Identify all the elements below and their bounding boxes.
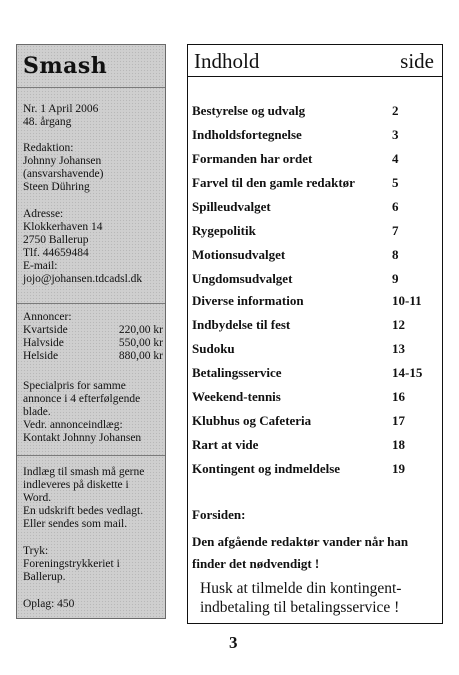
cover-caption-line: Den afgående redaktør vander når han xyxy=(192,534,409,549)
toc-entry-title: Sudoku xyxy=(192,341,235,356)
toc-entry xyxy=(192,461,432,481)
price-label: Kvartside xyxy=(23,324,68,336)
toc-entry xyxy=(192,175,432,195)
price-label: Halvside xyxy=(23,337,64,349)
oplag: Oplag: 450 xyxy=(23,598,75,610)
issue-number: Nr. 1 April 2006 xyxy=(23,103,99,115)
toc-entry-title: Indbydelse til fest xyxy=(192,317,291,332)
table-of-contents xyxy=(187,44,443,624)
tryk-heading: Tryk: xyxy=(23,545,49,557)
toc-entry-page: 3 xyxy=(392,127,399,142)
specialpris-block xyxy=(23,380,163,445)
toc-entry-page: 12 xyxy=(392,317,405,332)
price-row xyxy=(23,350,163,363)
payment-reminder xyxy=(200,579,438,617)
cover-caption-label: Forsiden: xyxy=(192,507,246,522)
toc-entry xyxy=(192,151,432,171)
indlaeg-line: Word. xyxy=(23,492,52,504)
divider xyxy=(17,87,165,88)
toc-entry xyxy=(192,341,432,361)
price-row xyxy=(23,324,163,337)
price-value: 880,00 kr xyxy=(118,350,163,362)
redaktion-line: Johnny Johansen xyxy=(23,155,102,167)
specialpris-line: Vedr. annonceindlæg: xyxy=(23,419,123,431)
toc-entry-title: Klubhus og Cafeteria xyxy=(192,413,312,428)
reminder-line: Husk at tilmelde din kontingent- xyxy=(200,580,402,597)
toc-entry xyxy=(192,365,432,385)
redaktion-line: Steen Dühring xyxy=(23,181,90,193)
toc-entry-page: 2 xyxy=(392,103,399,118)
redaktion-heading: Redaktion: xyxy=(23,142,74,154)
toc-entry-page: 13 xyxy=(392,341,405,356)
specialpris-line: Kontakt Johnny Johansen xyxy=(23,432,142,444)
toc-entry xyxy=(192,223,432,243)
adresse-line: Klokkerhaven 14 xyxy=(23,221,103,233)
toc-page-heading: side xyxy=(400,49,434,73)
toc-entry-page: 16 xyxy=(392,389,405,404)
price-value: 220,00 kr xyxy=(118,324,163,336)
specialpris-line: Specialpris for samme xyxy=(23,380,126,392)
toc-entry xyxy=(192,293,432,313)
toc-entry xyxy=(192,199,432,219)
toc-entry-title: Kontingent og indmeldelse xyxy=(192,461,341,476)
adresse-line: 2750 Ballerup xyxy=(23,234,89,246)
toc-entry-title: Spilleudvalget xyxy=(192,199,271,214)
toc-entry xyxy=(192,271,432,291)
toc-heading: Indhold xyxy=(194,49,260,73)
adresse-heading: Adresse: xyxy=(23,208,64,220)
toc-entry xyxy=(192,437,432,457)
cover-caption xyxy=(192,531,437,575)
toc-entry-title: Motionsudvalget xyxy=(192,247,286,262)
colophon-sidebar xyxy=(16,44,166,619)
annoncer-block xyxy=(23,311,163,363)
toc-entry-page: 7 xyxy=(392,223,399,238)
toc-entry xyxy=(192,103,432,123)
toc-entry-title: Weekend-tennis xyxy=(192,389,281,404)
volume: 48. årgang xyxy=(23,116,72,128)
tryk-line: Ballerup. xyxy=(23,571,66,583)
toc-entry xyxy=(192,389,432,409)
adresse-line: Tlf. 44659484 xyxy=(23,247,89,259)
divider xyxy=(17,303,165,304)
toc-entry-page: 8 xyxy=(392,247,399,262)
price-value: 550,00 kr xyxy=(118,337,163,349)
tryk-block xyxy=(23,545,163,584)
adresse-line: E-mail: xyxy=(23,260,58,272)
toc-entry-title: Bestyrelse og udvalg xyxy=(192,103,306,118)
toc-entry-page: 17 xyxy=(392,413,405,428)
redaktion-line: (ansvarshavende) xyxy=(23,168,104,180)
masthead-logo: Smash xyxy=(23,53,108,79)
annoncer-heading: Annoncer: xyxy=(23,311,72,323)
toc-entry-page: 4 xyxy=(392,151,399,166)
redaktion-block xyxy=(23,142,163,194)
toc-entry-page: 6 xyxy=(392,199,399,214)
toc-entry-page: 10-11 xyxy=(392,293,422,308)
toc-entry-page: 5 xyxy=(392,175,399,190)
toc-header xyxy=(188,45,442,77)
toc-entry-page: 19 xyxy=(392,461,405,476)
indlaeg-line: Indlæg til smash må gerne xyxy=(23,466,145,478)
toc-entry-title: Rygepolitik xyxy=(192,223,256,238)
indlaeg-line: Eller sendes som mail. xyxy=(23,518,128,530)
indlaeg-block xyxy=(23,466,163,531)
toc-entry-page: 18 xyxy=(392,437,405,452)
divider xyxy=(17,455,165,456)
price-row xyxy=(23,337,163,350)
toc-entry-title: Betalingsservice xyxy=(192,365,282,380)
toc-entry xyxy=(192,413,432,433)
toc-entry-title: Indholdsfortegnelse xyxy=(192,127,302,142)
toc-entry-title: Farvel til den gamle redaktør xyxy=(192,175,355,190)
indlaeg-line: indleveres på diskette i xyxy=(23,479,129,491)
adresse-block xyxy=(23,208,163,286)
email-address: jojo@johansen.tdcadsl.dk xyxy=(23,273,143,285)
indlaeg-line: En udskrift bedes vedlagt. xyxy=(23,505,144,517)
toc-entry-title: Diverse information xyxy=(192,293,304,308)
page-number: 3 xyxy=(229,633,238,652)
toc-entry-title: Ungdomsudvalget xyxy=(192,271,293,286)
toc-entry xyxy=(192,317,432,337)
toc-entry xyxy=(192,247,432,267)
cover-caption-line: finder det nødvendigt ! xyxy=(192,556,320,571)
toc-entry xyxy=(192,127,432,147)
tryk-line: Foreningstrykkeriet i xyxy=(23,558,120,570)
toc-entry-title: Formanden har ordet xyxy=(192,151,313,166)
price-label: Helside xyxy=(23,350,59,362)
reminder-line: indbetaling til betalingsservice ! xyxy=(200,599,400,616)
specialpris-line: annonce i 4 efterfølgende xyxy=(23,393,141,405)
toc-entry-title: Rart at vide xyxy=(192,437,259,452)
toc-entry-page: 14-15 xyxy=(392,365,423,380)
toc-entry-page: 9 xyxy=(392,271,399,286)
issue-info xyxy=(23,103,163,129)
specialpris-line: blade. xyxy=(23,406,51,418)
